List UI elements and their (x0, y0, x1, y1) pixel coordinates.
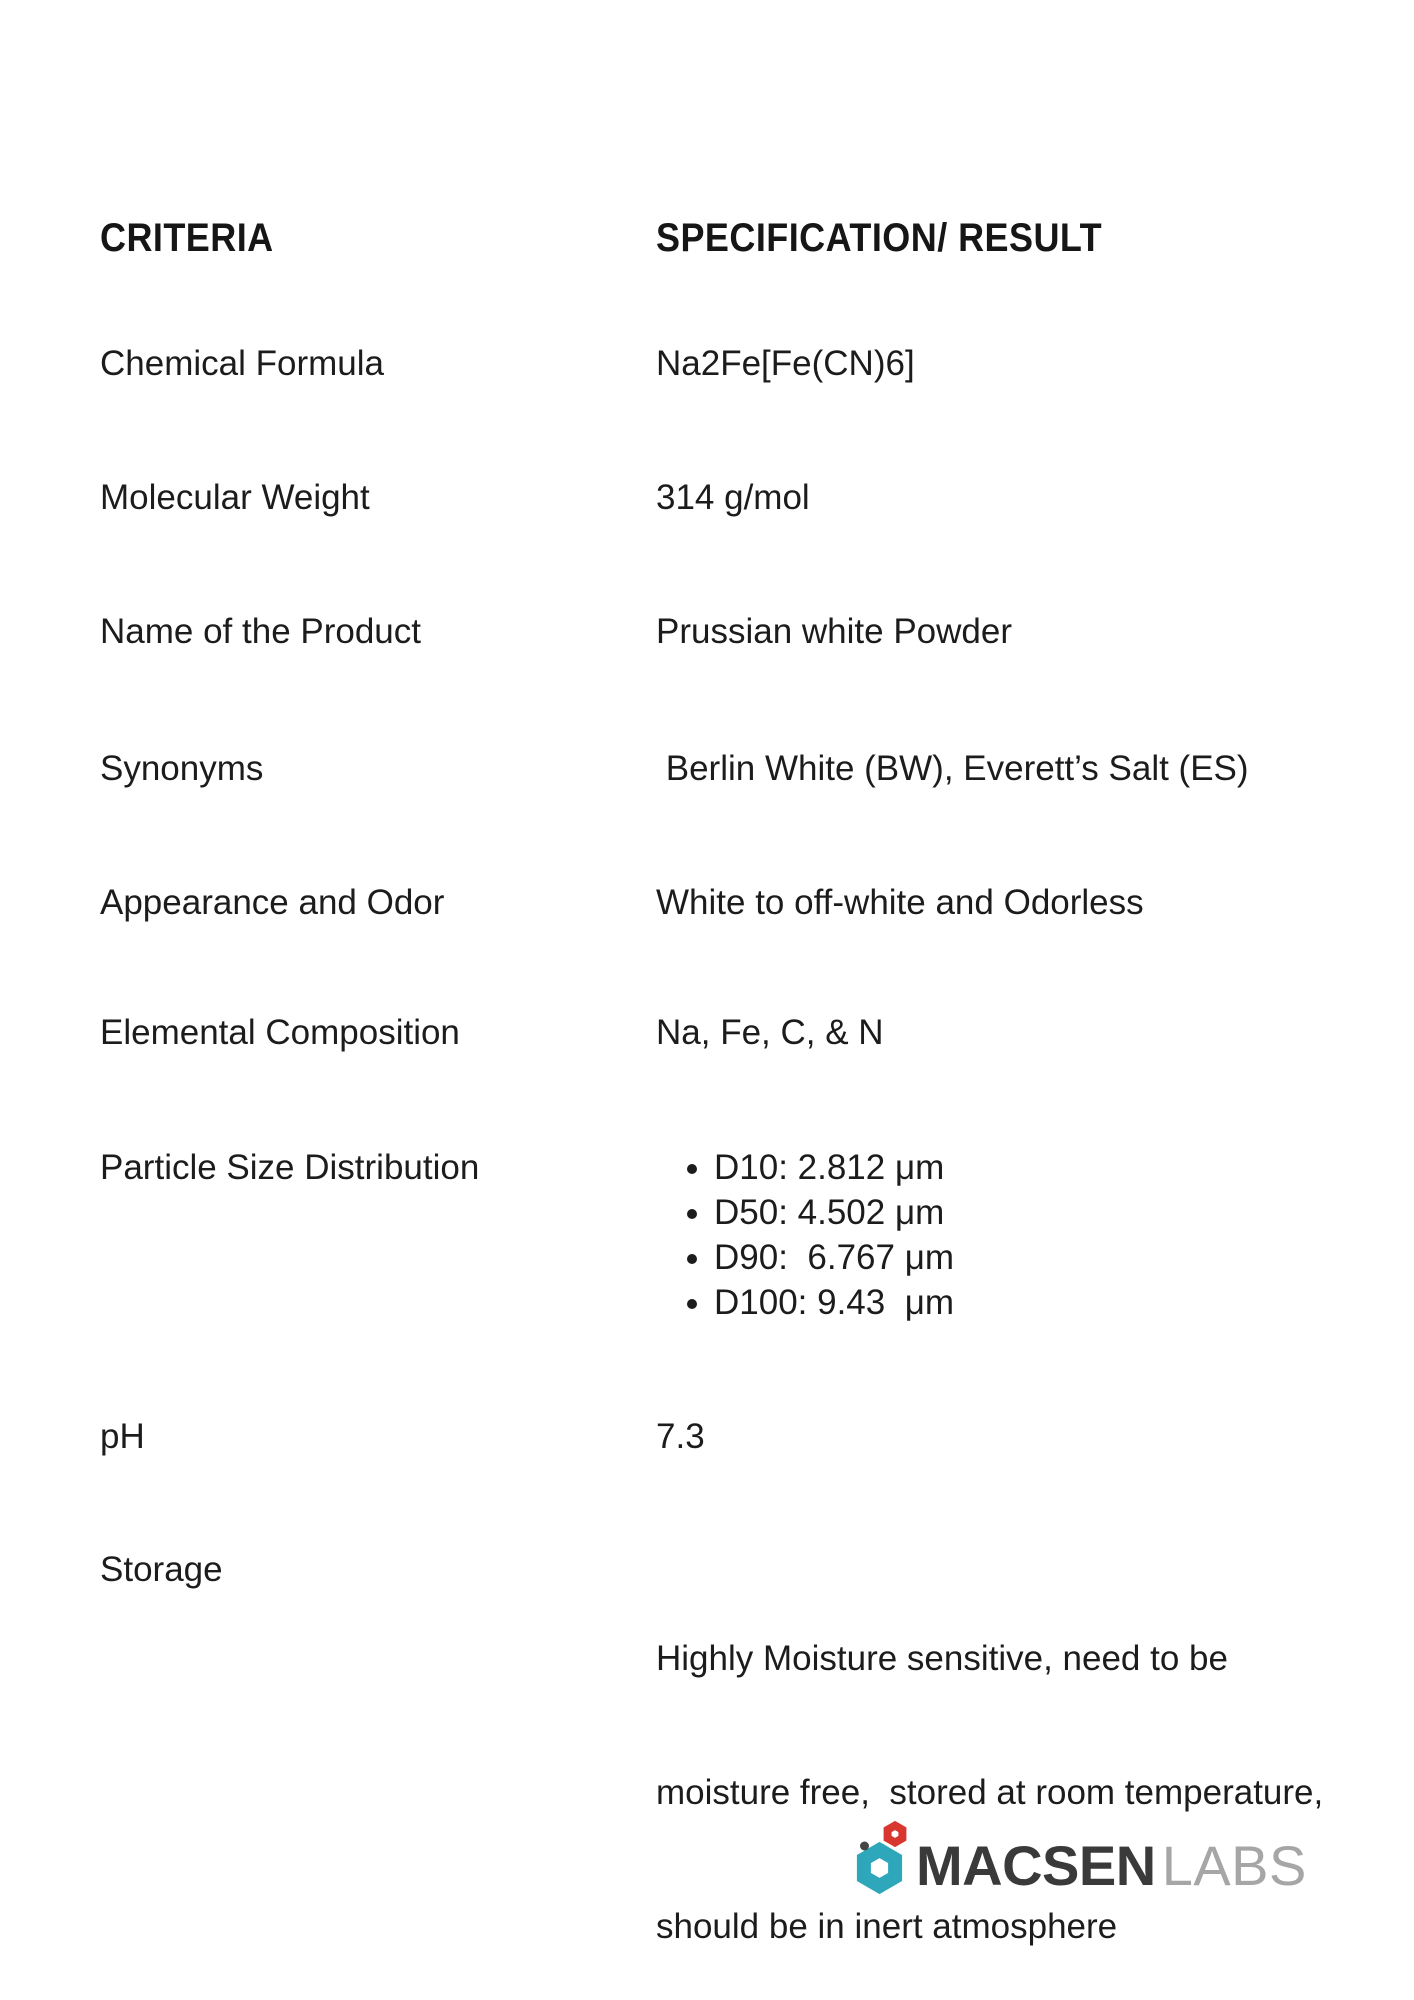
criteria-header: CRITERIA (100, 216, 274, 260)
teal-hexagon (864, 1850, 895, 1886)
particle-size-item-d100: • D100: 9.43 μm (714, 1280, 1354, 1325)
row-label-appearance-odor: Appearance and Odor (100, 883, 445, 922)
row-value-synonyms: Berlin White (BW), Everett’s Salt (ES) (656, 749, 1249, 788)
brand-name: MACSEN (916, 1834, 1156, 1897)
storage-line: Highly Moisture sensitive, need to be (656, 1639, 1228, 1678)
row-label-ph: pH (100, 1417, 145, 1456)
row-label-synonyms: Synonyms (100, 749, 264, 788)
hexagon-molecule-icon (853, 1813, 915, 1908)
row-value-product-name: Prussian white Powder (656, 612, 1012, 651)
specification-header: SPECIFICATION/ RESULT (656, 216, 1103, 260)
row-value-ph: 7.3 (656, 1417, 705, 1456)
dark-dot (860, 1842, 869, 1851)
row-label-particle-size: Particle Size Distribution (100, 1148, 480, 1187)
storage-line: should be in inert atmosphere (656, 1907, 1118, 1946)
brand-suffix: LABS (1161, 1834, 1307, 1897)
macsen-labs-logo (853, 1813, 1323, 1908)
row-value-chemical-formula: Na2Fe[Fe(CN)6] (656, 344, 915, 383)
particle-size-item-d90: • D90: 6.767 μm (714, 1235, 1354, 1280)
row-value-molecular-weight: 314 g/mol (656, 478, 810, 517)
row-label-product-name: Name of the Product (100, 612, 421, 651)
particle-size-list (656, 1145, 1354, 1325)
particle-size-item-d10: • D10: 2.812 μm (714, 1145, 1354, 1190)
row-label-molecular-weight: Molecular Weight (100, 478, 370, 517)
particle-size-item-d50: • D50: 4.502 μm (714, 1190, 1354, 1235)
row-label-chemical-formula: Chemical Formula (100, 344, 384, 383)
row-value-storage (656, 1547, 1324, 2000)
row-value-appearance-odor: White to off-white and Odorless (656, 883, 1144, 922)
logo-text (916, 1834, 1307, 1897)
red-hexagon (888, 1826, 903, 1843)
row-label-elemental-composition: Elemental Composition (100, 1013, 460, 1052)
row-value-elemental-composition: Na, Fe, C, & N (656, 1013, 884, 1052)
storage-line: moisture free, stored at room temperature, (656, 1773, 1324, 1812)
row-label-storage: Storage (100, 1550, 223, 1589)
